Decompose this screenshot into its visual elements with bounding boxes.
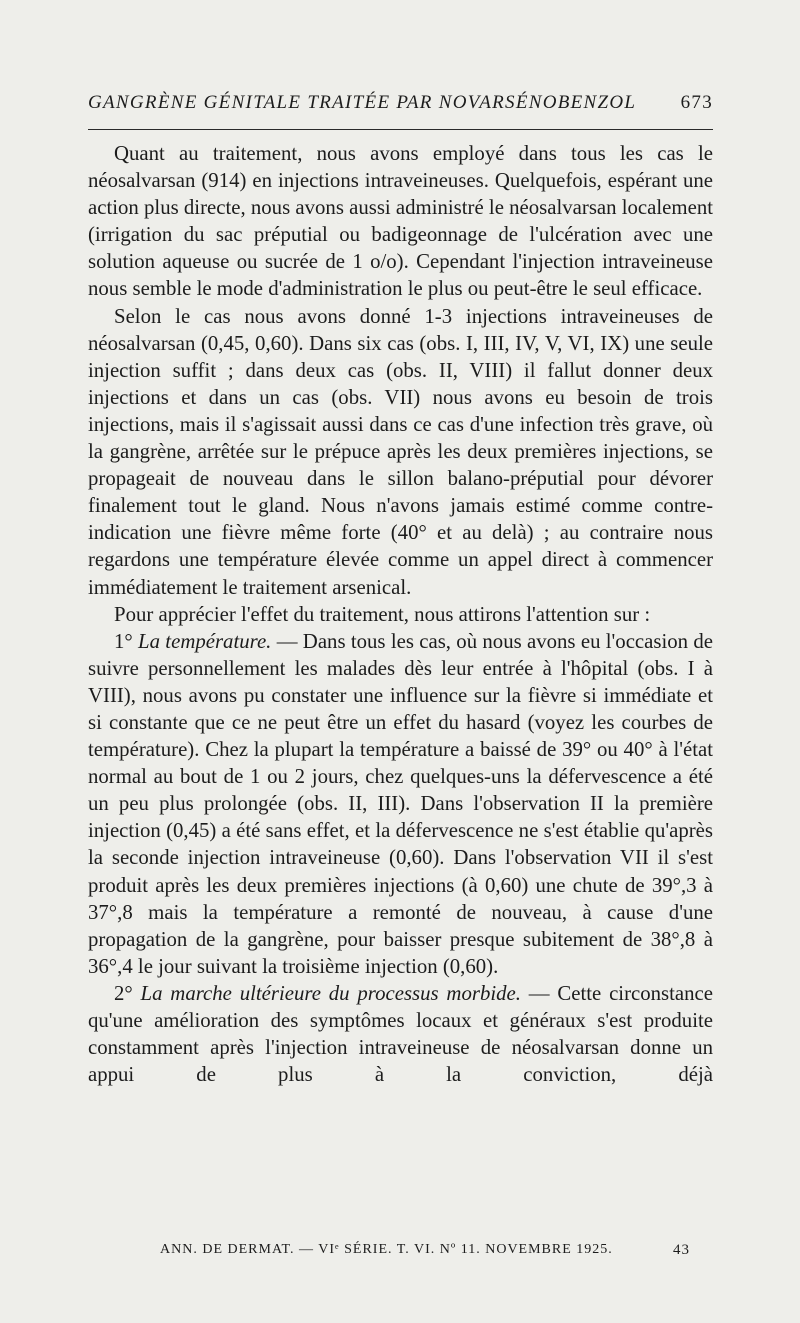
paragraph-temperature <box>88 628 713 980</box>
item-number: 1° <box>114 629 133 653</box>
paragraph-morbid-process <box>88 980 713 1088</box>
section-heading-morbid-process: La marche ultérieure du processus morbide. <box>140 981 521 1005</box>
paragraph-injections: Selon le cas nous avons donné 1-3 injections intraveineuses de néosalvarsan (0,45, 0,60). Dans six cas (obs. I, III, IV, V, VI, IX) une seule injection suffit ; dans deux cas (obs. II, VIII) il fallut donner deux injections et dans un cas (obs. VII) nous avons eu besoin de trois injections, mais il s'agissait aussi dans ce cas d'une infection très grave, où la gangrène, arrêtée sur le prépuce après les deux premières injections, se propageait de nouveau dans le sillon balano-préputial pour dévorer finalement tout le gland. Nous n'avons jamais estimé comme contre-indication une fièvre même forte (40° et au delà) ; au contraire nous regardons une température élevée comme un appel direct à commencer immédiatement le traitement arsenical. <box>88 304 713 599</box>
item-number: 2° <box>114 981 133 1005</box>
page-number: 673 <box>680 92 713 113</box>
morbid-process-text: — Cette circonstance qu'une amélioration des symptômes locaux et généraux s'est produite constamment après l'injection intraveineuse de néosalvarsan donne un appui de plus à la conviction, déjà <box>88 981 713 1087</box>
running-title: GANGRÈNE GÉNITALE TRAITÉE PAR NOVARSÉNOBENZOL <box>88 92 637 113</box>
paragraph-treatment: Quant au traitement, nous avons employé dans tous les cas le néosalvarsan (914) en injections intraveineuses. Quelquefois, espérant une action plus directe, nous avons aussi administré le néosalvarsan localement (irrigation du sac préputial ou badigeonnage de l'ulcération avec une solution aqueuse ou sucrée de 1 o/o). Cependant l'injection intraveineuse nous semble le mode d'administration le plus ou peut-être le seul efficace. <box>88 142 713 301</box>
paragraph-effect-intro: Pour apprécier l'effet du traitement, nous attirons l'attention sur : <box>114 602 651 626</box>
body-text <box>88 140 713 1088</box>
section-heading-temperature: La température. <box>138 629 272 653</box>
header-rule <box>88 129 713 130</box>
journal-citation: ANN. DE DERMAT. — VIᵉ SÉRIE. T. VI. Nº 11. NOVEMBRE 1925. <box>160 1242 613 1257</box>
page-footer <box>160 1242 690 1259</box>
running-header <box>88 92 713 114</box>
temperature-text: — Dans tous les cas, où nous avons eu l'occasion de suivre personnellement les malades dès leur entrée à l'hôpital (obs. I à VIII), nous avons pu constater une influence sur la fièvre si immédiate et si constante que ce ne peut être un effet du hasard (voyez les courbes de température). Chez la plupart la température a baissé de 39° ou 40° à l'état normal au bout de 1 ou 2 jours, chez quelques-uns la défervescence a été un peu plus prolongée (obs. II, III). Dans l'observation II la première injection (0,45) a été sans effet, et la défervescence ne s'est établie qu'après la seconde injection intraveineuse (0,60). Dans l'observation VII il s'est produit après les deux premières injections (à 0,60) une chute de 39°,3 à 37°,8 mais la température a remonté de nouveau, à cause d'une propagation de la gangrène, pour baisser presque subitement de 38°,8 à 36°,4 le jour suivant la troisième injection (0,60). <box>88 629 713 978</box>
signature-mark: 43 <box>673 1242 690 1258</box>
